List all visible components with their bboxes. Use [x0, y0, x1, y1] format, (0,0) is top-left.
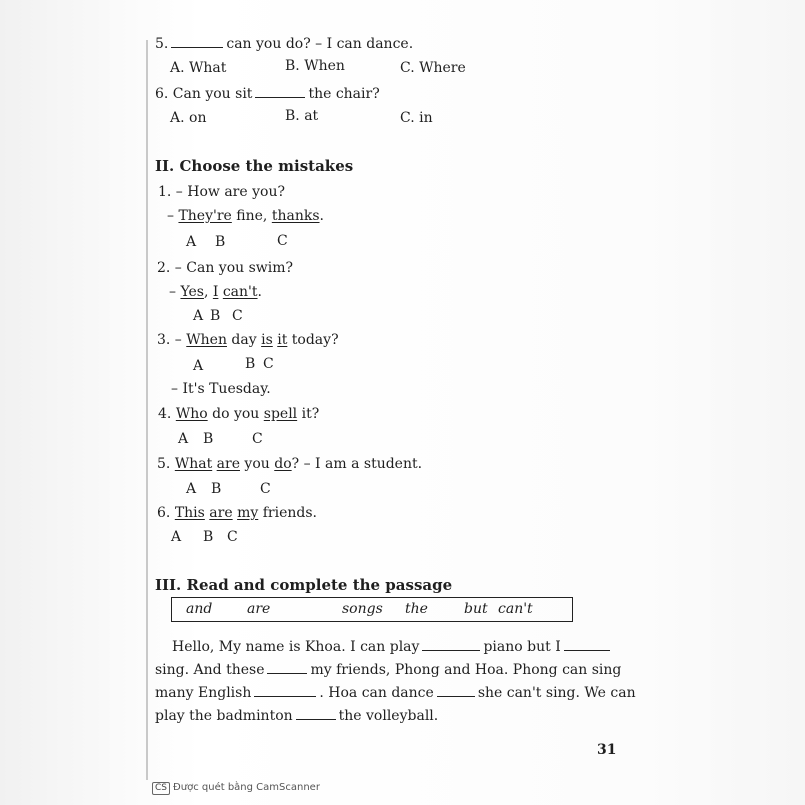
mistake-3-question: 3. – When day is it today? [157, 332, 339, 348]
mistake-5-letter-c: C [260, 481, 271, 497]
mistake-2-letter-b: B [210, 308, 221, 324]
mistake-4-letter-b: B [203, 431, 214, 447]
mistake-1-question: 1. – How are you? [158, 184, 285, 200]
mistake-1-letter-c: C [277, 233, 288, 249]
mistake-6-letter-b: B [203, 529, 214, 545]
mistake-2-answer: – Yes, I can't. [169, 284, 262, 300]
camscanner-text: Được quét bằng CamScanner [173, 782, 320, 793]
camscanner-footer [152, 782, 320, 795]
q5-option-b: B. When [285, 58, 345, 74]
q6-option-c: C. in [400, 110, 433, 126]
page-binding-edge [146, 40, 148, 780]
word-bank-word: are [247, 601, 271, 617]
mistake-3-letter-a: A [193, 358, 204, 374]
mistake-3-letter-c: C [263, 356, 274, 372]
mistake-3-letter-b: B [245, 356, 256, 372]
mistake-1-letter-b: B [215, 234, 226, 250]
question-5: 5. can you do? – I can dance. [155, 36, 414, 52]
mistake-3-answer: – It's Tuesday. [171, 381, 271, 397]
mistake-2-letter-c: C [232, 308, 243, 324]
answer-blank [267, 660, 307, 674]
answer-blank [422, 637, 480, 651]
mistake-4-letter-a: A [178, 431, 189, 447]
answer-blank [255, 84, 305, 98]
q5-option-c: C. Where [400, 60, 466, 76]
word-bank-word: but [464, 601, 488, 617]
answer-blank [564, 637, 610, 651]
q6-option-a: A. on [170, 110, 207, 126]
mistake-1-answer: – They're fine, thanks. [167, 208, 324, 224]
mistake-5-letter-b: B [211, 481, 222, 497]
passage-line-2: sing. And these my friends, Phong and Hoa. Phong can sing [155, 662, 622, 678]
word-bank-word: can't [498, 601, 533, 617]
q6-option-b: B. at [285, 108, 319, 124]
mistake-6-letter-c: C [227, 529, 238, 545]
passage-line-1: Hello, My name is Khoa. I can play piano but I [172, 637, 613, 656]
mistake-2-question: 2. – Can you swim? [157, 260, 294, 276]
passage-line-4: play the badminton the volleyball. [155, 708, 439, 724]
section-2-title: II. Choose the mistakes [155, 157, 354, 175]
word-bank-box [171, 597, 573, 622]
mistake-4-letter-c: C [252, 431, 263, 447]
section-3-title: III. Read and complete the passage [155, 576, 453, 594]
mistake-6-letter-a: A [171, 529, 182, 545]
mistake-1-letter-a: A [186, 234, 197, 250]
word-bank-word: and [186, 601, 213, 617]
q5-option-a: A. What [170, 60, 227, 76]
answer-blank [254, 683, 316, 697]
word-bank-word: the [405, 601, 428, 617]
passage-line-3: many English . Hoa can dance she can't sing. We can [155, 685, 636, 701]
answer-blank [171, 34, 223, 48]
question-6: 6. Can you sit the chair? [155, 86, 380, 102]
camscanner-icon: CS [152, 782, 170, 795]
page-number: 31 [597, 742, 617, 758]
mistake-5-letter-a: A [186, 481, 197, 497]
mistake-6-question: 6. This are my friends. [157, 505, 317, 521]
mistake-5-question: 5. What are you do? – I am a student. [157, 456, 423, 472]
answer-blank [437, 683, 475, 697]
mistake-2-letter-a: A [193, 308, 204, 324]
word-bank-word: songs [342, 601, 383, 617]
mistake-4-question: 4. Who do you spell it? [158, 406, 320, 422]
answer-blank [296, 706, 336, 720]
